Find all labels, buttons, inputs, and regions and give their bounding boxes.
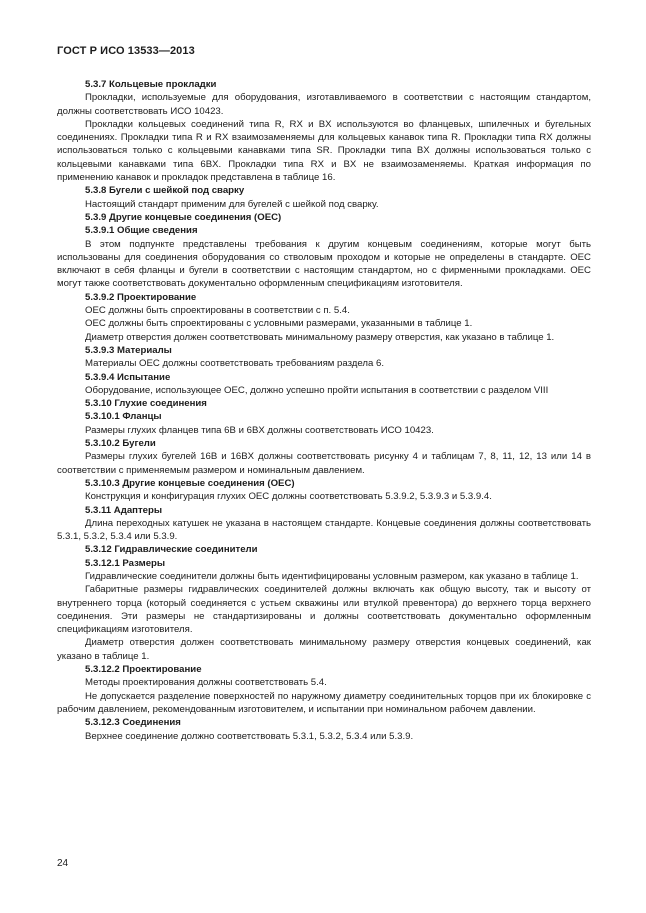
body-paragraph: Габаритные размеры гидравлических соединителей должны включать как общую высоту, так и высоту от внутреннего торца (который соединяется с устьем скважины или втулкой превентора) до верхнего торца верхнего соединения. Эти размеры не стандартизированы и должны соответствовать документально оформленным спецификациям изготовителя. bbox=[57, 584, 591, 636]
section-heading: 5.3.8 Бугели с шейкой под сварку bbox=[85, 185, 245, 197]
section-heading: 5.3.7 Кольцевые прокладки bbox=[85, 79, 217, 90]
section-heading: 5.3.10.3 Другие концевые соединения (OEC) bbox=[85, 477, 295, 489]
section-heading: 5.3.12.3 Соединения bbox=[85, 717, 181, 729]
page-number: 24 bbox=[57, 858, 69, 869]
body-paragraph: Длина переходных катушек не указана в настоящем стандарте. Концевые соединения должны соответствовать 5.3.1, 5.3.2, 5.3.4 или 5.3.9. bbox=[57, 517, 591, 543]
body-paragraph: Диаметр отверстия должен соответствовать минимальному размеру отверстия, как указано в таблице 1. bbox=[85, 331, 555, 343]
section-heading: 5.3.12 Гидравлические соединители bbox=[85, 544, 258, 556]
section-heading: 5.3.9 Другие концевые соединения (OEC) bbox=[85, 211, 282, 223]
body-paragraph: Прокладки, используемые для оборудования, изготавливаемого в соответствии с настоящим стандартом, должны соответствовать ИСО 10423. bbox=[57, 92, 591, 117]
body-paragraph: Верхнее соединение должно соответствовать 5.3.1, 5.3.2, 5.3.4 или 5.3.9. bbox=[85, 730, 414, 742]
body-paragraph: Диаметр отверстия должен соответствовать минимальному размеру отверстия концевых соединений, как указано в таблице 1. bbox=[57, 637, 591, 662]
section-heading: 5.3.10.1 Фланцы bbox=[85, 411, 162, 423]
section-heading: 5.3.9.3 Материалы bbox=[85, 344, 172, 356]
body-paragraph: В этом подпункте представлены требования к другим концевым соединениям, которые могут быть использованы для соединения оборудования со стволовым проходом и которые не определены в стандарте. OEC включают в себя фланцы и бугели в соответствии с настоящим стандартом, но с фирменными прокладками. OEC могут также соответствовать документально оформленным спецификациям изготовителя. bbox=[57, 238, 591, 290]
body-paragraph: Гидравлические соединители должны быть идентифицированы условным размером, как указано в таблице 1. bbox=[85, 570, 579, 582]
body-paragraph: Настоящий стандарт применим для бугелей с шейкой под сварку. bbox=[85, 198, 379, 210]
section-heading: 5.3.11 Адаптеры bbox=[85, 504, 163, 516]
section-heading: 5.3.10 Глухие соединения bbox=[85, 398, 207, 410]
body-paragraph: Методы проектирования должны соответствовать 5.4. bbox=[85, 677, 327, 689]
body-paragraph: OEC должны быть спроектированы с условными размерами, указанными в таблице 1. bbox=[85, 318, 473, 330]
body-paragraph: Прокладки кольцевых соединений типа R, RX и BX используются во фланцевых, шпилечных и бугельных соединениях. Прокладки типа R и RX взаимозаменяемы для кольцевых канавок типа R. Прокладки типа RX должны использоваться только с кольцевыми канавками типа SR. Прокладки типа BX должны использоваться только с кольцевыми канавками типа 6BX. Прокладки типа RX и BX не взаимозаменяемы. Краткая информация по применению канавок и прокладок представлена в таблице 16. bbox=[57, 118, 591, 184]
section-heading: 5.3.10.2 Бугели bbox=[85, 438, 156, 450]
body-paragraph: Конструкция и конфигурация глухих OEC должны соответствовать 5.3.9.2, 5.3.9.3 и 5.3.9.4. bbox=[85, 491, 492, 503]
body-paragraph: Материалы OEC должны соответствовать требованиям раздела 6. bbox=[85, 358, 385, 370]
body-paragraph: OEC должны быть спроектированы в соответствии с п. 5.4. bbox=[85, 305, 350, 317]
section-heading: 5.3.12.2 Проектирование bbox=[85, 664, 202, 676]
body-paragraph: Оборудование, использующее OEC, должно успешно пройти испытания в соответствии с разделом VIII bbox=[85, 384, 549, 396]
body-paragraph: Не допускается разделение поверхностей по наружному диаметру соединительных торцов при их блокировке с рабочим давлением, рекомендованным изготовителем, и испытании при номинальном рабочем давлении. bbox=[57, 690, 591, 715]
document-header: ГОСТ Р ИСО 13533—2013 bbox=[57, 45, 195, 57]
body-paragraph: Размеры глухих бугелей 16B и 16BX должны соответствовать рисунку 4 и таблицам 7, 8, 11, 12, 13 или 14 в соответствии с применяемым размером и номинальным давлением. bbox=[57, 451, 591, 476]
section-heading: 5.3.12.1 Размеры bbox=[85, 557, 166, 569]
body-paragraph: Размеры глухих фланцев типа 6B и 6BX должны соответствовать ИСО 10423. bbox=[85, 424, 434, 436]
section-heading: 5.3.9.1 Общие сведения bbox=[85, 225, 198, 237]
document-body bbox=[57, 78, 591, 743]
section-heading: 5.3.9.2 Проектирование bbox=[85, 291, 197, 303]
section-heading: 5.3.9.4 Испытание bbox=[85, 371, 171, 383]
